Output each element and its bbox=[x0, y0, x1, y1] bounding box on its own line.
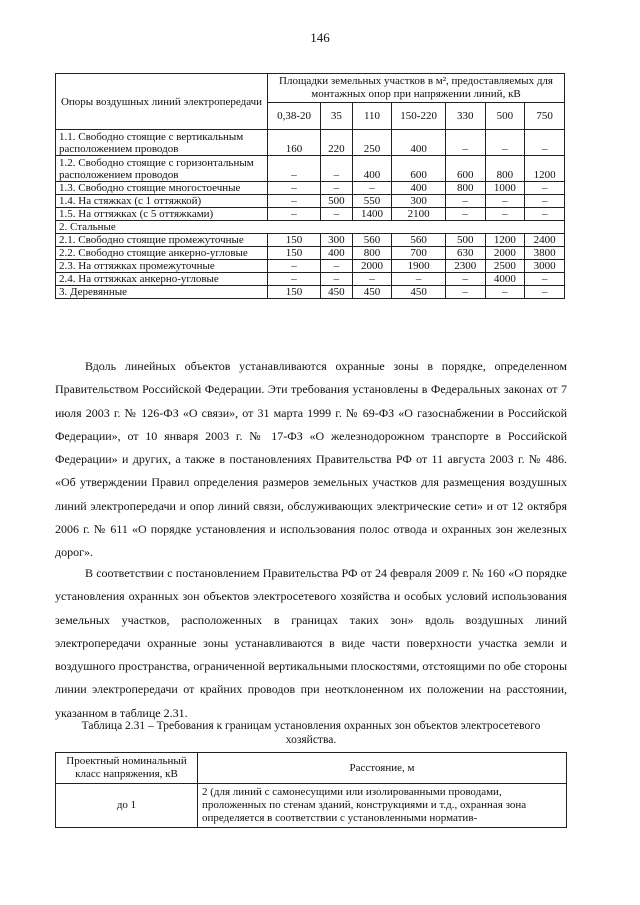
cell-value: 220 bbox=[321, 130, 353, 156]
cell-value: 150 bbox=[268, 247, 321, 260]
cell-value: – bbox=[525, 182, 565, 195]
cell-value: 600 bbox=[445, 156, 485, 182]
protection-zone-table bbox=[55, 752, 567, 828]
cell-value: – bbox=[352, 182, 392, 195]
header-voltage-class: Проектный номинальный класс напряжения, кВ bbox=[56, 753, 198, 784]
row-label: 1.3. Свободно стоящие многостоечные bbox=[56, 182, 268, 195]
cell-value: – bbox=[445, 208, 485, 221]
cell-value: 400 bbox=[352, 156, 392, 182]
cell-value: 800 bbox=[445, 182, 485, 195]
cell-value: – bbox=[268, 195, 321, 208]
cell-value: – bbox=[268, 260, 321, 273]
cell-value: 560 bbox=[392, 234, 446, 247]
cell-value: 160 bbox=[268, 130, 321, 156]
cell-value: – bbox=[445, 130, 485, 156]
cell-value: – bbox=[268, 182, 321, 195]
table-row bbox=[56, 247, 565, 260]
cell-value: – bbox=[445, 195, 485, 208]
cell-value: 600 bbox=[392, 156, 446, 182]
cell-value: 2300 bbox=[445, 260, 485, 273]
voltage-header: 150-220 bbox=[392, 103, 446, 130]
voltage-header: 110 bbox=[352, 103, 392, 130]
cell-value: – bbox=[525, 130, 565, 156]
cell-value: 800 bbox=[352, 247, 392, 260]
cell-value: 3000 bbox=[525, 260, 565, 273]
table-row bbox=[56, 784, 567, 828]
cell-value: – bbox=[352, 273, 392, 286]
land-plot-table bbox=[55, 73, 565, 299]
cell-value: 1000 bbox=[485, 182, 525, 195]
cell-value: 2400 bbox=[525, 234, 565, 247]
voltage-header: 0,38-20 bbox=[268, 103, 321, 130]
cell-value: 2100 bbox=[392, 208, 446, 221]
cell-value: – bbox=[268, 273, 321, 286]
section-label: 2. Стальные bbox=[56, 221, 565, 234]
row-label: 1.1. Свободно стоящие с вертикальным расположением проводов bbox=[56, 130, 268, 156]
cell-value: 250 bbox=[352, 130, 392, 156]
table-row bbox=[56, 273, 565, 286]
cell-value: – bbox=[485, 286, 525, 299]
cell-value: 450 bbox=[392, 286, 446, 299]
row-label: 2.1. Свободно стоящие промежуточные bbox=[56, 234, 268, 247]
voltage-header: 35 bbox=[321, 103, 353, 130]
row-label: 2.4. На оттяжках анкерно-угловые bbox=[56, 273, 268, 286]
cell-value: 400 bbox=[392, 130, 446, 156]
row-label: 1.4. На стяжках (с 1 оттяжкой) bbox=[56, 195, 268, 208]
table-row bbox=[56, 208, 565, 221]
cell-value: – bbox=[485, 130, 525, 156]
cell-value: 500 bbox=[445, 234, 485, 247]
cell-value: 1200 bbox=[485, 234, 525, 247]
cell-value: – bbox=[321, 260, 353, 273]
cell-value: 800 bbox=[485, 156, 525, 182]
table-row bbox=[56, 195, 565, 208]
table-row bbox=[56, 286, 565, 299]
table-row bbox=[56, 234, 565, 247]
table-row bbox=[56, 260, 565, 273]
cell-value: – bbox=[485, 208, 525, 221]
cell-value: – bbox=[321, 156, 353, 182]
cell-value: 550 bbox=[352, 195, 392, 208]
cell-value: 1900 bbox=[392, 260, 446, 273]
paragraph-resolution-160: В соответствии с постановлением Правительства РФ от 24 февраля 2009 г. № 160 «О порядке установления охранных зон объектов электросетевого хозяйства и особых условий использования земельных участков, расположенных в границах таких зон» вдоль воздушных линий электропередачи охранные зоны устанавливаются в виде части поверхности участка земли и воздушного пространства, ограниченной вертикальными плоскостями, отстоящими по обе стороны линии электропередачи от крайних проводов при неотклоненном их положении на расстоянии, указанном в таблице 2.31. bbox=[55, 566, 567, 720]
table-section-row bbox=[56, 221, 565, 234]
table-row bbox=[56, 130, 565, 156]
cell-value: – bbox=[525, 286, 565, 299]
page-number: 146 bbox=[310, 30, 330, 45]
table-row bbox=[56, 156, 565, 182]
table1-header-supports: Опоры воздушных линий электропередачи bbox=[56, 74, 268, 130]
cell-value: – bbox=[525, 208, 565, 221]
cell-value: – bbox=[321, 208, 353, 221]
cell-value: 700 bbox=[392, 247, 446, 260]
cell-value: 150 bbox=[268, 234, 321, 247]
cell-value: – bbox=[445, 273, 485, 286]
cell-value: 500 bbox=[321, 195, 353, 208]
row-label: 1.5. На оттяжках (с 5 оттяжками) bbox=[56, 208, 268, 221]
table-header-row bbox=[56, 753, 567, 784]
cell-value: – bbox=[392, 273, 446, 286]
cell-value: 1400 bbox=[352, 208, 392, 221]
voltage-header: 330 bbox=[445, 103, 485, 130]
cell-value: – bbox=[485, 195, 525, 208]
header-distance: Расстояние, м bbox=[198, 753, 567, 784]
cell-value: 400 bbox=[321, 247, 353, 260]
cell-value: 4000 bbox=[485, 273, 525, 286]
cell-value: 560 bbox=[352, 234, 392, 247]
cell-value: 450 bbox=[321, 286, 353, 299]
cell-value: 3800 bbox=[525, 247, 565, 260]
table-caption: Таблица 2.31 – Требования к границам установления охранных зон объектов электросетевого хозяйства. bbox=[81, 720, 541, 746]
cell-value: 1200 bbox=[525, 156, 565, 182]
cell-value: 2500 bbox=[485, 260, 525, 273]
cell-value: 300 bbox=[392, 195, 446, 208]
cell-value: 2000 bbox=[352, 260, 392, 273]
row-label: 2.3. На оттяжках промежуточные bbox=[56, 260, 268, 273]
voltage-header: 750 bbox=[525, 103, 565, 130]
cell-value: 150 bbox=[268, 286, 321, 299]
distance-cell: 2 (для линий с самонесущими или изолированными проводами, проложенных по стенам зданий, конструкциями и т.д., охранная зона определяется в соответствии с установленными норматив- bbox=[198, 784, 567, 828]
cell-value: – bbox=[321, 182, 353, 195]
table-row bbox=[56, 182, 565, 195]
voltage-class-cell: до 1 bbox=[56, 784, 198, 828]
cell-value: – bbox=[525, 195, 565, 208]
cell-value: – bbox=[445, 286, 485, 299]
cell-value: – bbox=[525, 273, 565, 286]
row-label: 3. Деревянные bbox=[56, 286, 268, 299]
cell-value: – bbox=[268, 156, 321, 182]
voltage-header: 500 bbox=[485, 103, 525, 130]
paragraph-protected-zones: Вдоль линейных объектов устанавливаются охранные зоны в порядке, определенном Правительством Российской Федерации. Эти требования установлены в Федеральных законах от 7 июля 2003 г. № 126-ФЗ «О связи», от 31 марта 1999 г. № 69-ФЗ «О газоснабжении в Российской Федерации», от 10 января 2003 г. № 17-ФЗ «О железнодорожном транспорте в Российской Федерации» и других, а также в постановлениях Правительства РФ от 11 августа 2003 г. № 486. «Об утверждении Правил определения размеров земельных участков для размещения воздушных линий электропередачи и опор линий связи, обслуживающих электрические сети» и от 12 октября 2006 г. № 611 «О порядке установления и использования полос отвода и охранных зон железных дорог». bbox=[55, 359, 567, 560]
cell-value: 2000 bbox=[485, 247, 525, 260]
cell-value: – bbox=[268, 208, 321, 221]
row-label: 2.2. Свободно стоящие анкерно-угловые bbox=[56, 247, 268, 260]
row-label: 1.2. Свободно стоящие с горизонтальным расположением проводов bbox=[56, 156, 268, 182]
cell-value: 450 bbox=[352, 286, 392, 299]
cell-value: – bbox=[321, 273, 353, 286]
cell-value: 400 bbox=[392, 182, 446, 195]
table1-header-areas: Площадки земельных участков в м², предоставляемых для монтажных опор при напряжении линий, кВ bbox=[268, 74, 565, 103]
cell-value: 630 bbox=[445, 247, 485, 260]
cell-value: 300 bbox=[321, 234, 353, 247]
